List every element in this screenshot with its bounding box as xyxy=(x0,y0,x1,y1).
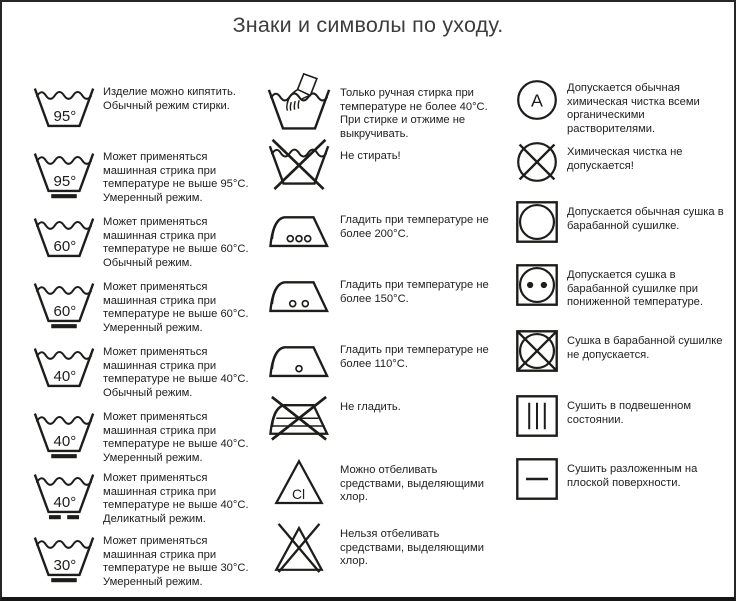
care-item-wash-40-mild xyxy=(31,409,253,465)
care-item-text: Сушка в барабанной сушилке не допускается. xyxy=(567,335,723,361)
iron-3-dots-icon xyxy=(268,212,330,249)
care-item-text: Допускается обычная химическая чистка всеми органическими растворителями. xyxy=(567,82,700,135)
care-item-text: Нельзя отбеливать средствами, выделяющими хлор. xyxy=(340,528,484,568)
care-item-no-iron xyxy=(264,395,498,442)
care-item-hand-wash xyxy=(264,72,498,141)
wash-tub-40-icon xyxy=(33,344,95,395)
tumble-dry-icon xyxy=(515,200,559,244)
svg-text:40°: 40° xyxy=(53,493,77,511)
care-item-text: Не гладить. xyxy=(340,401,401,413)
care-item-no-bleach xyxy=(264,522,498,574)
care-item-text: Химическая чистка не допускается! xyxy=(567,146,683,172)
care-item-wash-60-mild xyxy=(31,279,253,335)
care-item-text: Может применяться машинная стрика при температуре не выше 30°С. Умеренный режим. xyxy=(103,535,249,588)
svg-text:95°: 95° xyxy=(53,172,77,190)
care-item-line-dry xyxy=(513,394,729,438)
care-item-text: Гладить при температуре не более 200°С. xyxy=(340,214,489,240)
care-item-text: Может применяться машинная стрика при температуре не выше 40°С. Обычный режим. xyxy=(103,346,249,399)
flat-dry-icon xyxy=(515,457,559,501)
care-item-no-tumble-dry xyxy=(513,329,729,373)
care-item-wash-40 xyxy=(31,344,253,400)
care-item-text: Допускается обычная сушка в барабанной сушилке. xyxy=(567,206,724,232)
care-item-text: Гладить при температуре не более 110°С. xyxy=(340,344,489,370)
hand-wash-icon xyxy=(267,72,331,134)
svg-text:95°: 95° xyxy=(53,107,77,125)
care-item-flat-dry xyxy=(513,457,729,501)
svg-text:60°: 60° xyxy=(53,237,77,255)
care-item-text: Гладить при температуре не более 150°С. xyxy=(340,279,489,305)
iron-2-dots-icon xyxy=(268,277,330,314)
care-item-tumble-dry-low xyxy=(513,263,729,310)
care-item-no-dryclean xyxy=(513,140,729,184)
iron-1-dot-icon xyxy=(268,342,330,379)
wash-tub-30-underline-icon xyxy=(33,533,95,584)
dryclean-any-solvent-icon xyxy=(515,78,559,122)
care-item-boil-95 xyxy=(31,84,253,135)
wash-tub-40-underline-icon xyxy=(33,409,95,460)
care-item-text: Может применяться машинная стрика при температуре не выше 60°С. Обычный режим. xyxy=(103,216,249,269)
care-item-wash-60 xyxy=(31,214,253,270)
care-item-text: Допускается сушка в барабанной сушилке при пониженной температуре. xyxy=(567,269,704,309)
no-tumble-dry-icon xyxy=(515,329,559,373)
care-item-wash-95-mild xyxy=(31,149,253,205)
care-item-dryclean xyxy=(513,78,729,136)
svg-text:30°: 30° xyxy=(53,556,77,574)
care-item-iron-150 xyxy=(264,277,498,314)
wash-tub-60-underline-icon xyxy=(33,279,95,330)
care-item-text: Может применяться машинная стрика при температуре не выше 60°С. Умеренный режим. xyxy=(103,281,249,334)
no-dryclean-icon xyxy=(515,140,559,184)
care-item-iron-200 xyxy=(264,212,498,249)
care-item-text: Может применяться машинная стрика при температуре не выше 40°С. Умеренный режим. xyxy=(103,411,249,464)
svg-text:60°: 60° xyxy=(53,302,77,320)
care-item-text: Только ручная стирка при температуре не более 40°С. При стирке и отжиме не выкручивать. xyxy=(340,87,488,140)
care-item-text: Может применяться машинная стрика при температуре не выше 95°С. Умеренный режим. xyxy=(103,151,249,204)
care-item-bleach-chlorine xyxy=(264,458,498,506)
care-item-wash-30-mild xyxy=(31,533,253,589)
line-dry-icon xyxy=(515,394,559,438)
care-item-wash-40-delicate xyxy=(31,470,253,526)
svg-text:40°: 40° xyxy=(53,432,77,450)
no-bleach-icon xyxy=(273,522,325,574)
svg-text:Cl: Cl xyxy=(291,485,306,502)
wash-tub-95-underline-icon xyxy=(33,149,95,200)
no-iron-icon xyxy=(268,395,330,442)
care-item-text: Сушить в подвешенном состоянии. xyxy=(567,400,692,426)
care-item-tumble-dry xyxy=(513,200,729,244)
care-item-text: Изделие можно кипятить. Обычный режим стирки. xyxy=(103,86,236,112)
wash-tub-40-double-underline-icon xyxy=(33,470,95,521)
svg-text:A: A xyxy=(531,90,543,111)
wash-tub-60-icon xyxy=(33,214,95,265)
care-item-text: Сушить разложенным на плоской поверхности. xyxy=(567,463,698,489)
page-title: Знаки и символы по уходу. xyxy=(232,13,504,37)
no-wash-icon xyxy=(268,138,330,191)
wash-tub-95-icon xyxy=(33,84,95,135)
tumble-dry-low-icon xyxy=(515,263,559,307)
care-item-text: Можно отбеливать средствами, выделяющими хлор. xyxy=(340,464,484,504)
care-item-no-wash xyxy=(264,138,498,191)
care-item-text: Может применяться машинная стрика при температуре не выше 40°С. Деликатный режим. xyxy=(103,472,249,525)
svg-text:40°: 40° xyxy=(53,367,77,385)
bleach-chlorine-icon xyxy=(273,458,325,506)
care-item-text: Не стирать! xyxy=(340,150,401,162)
care-item-iron-110 xyxy=(264,342,498,379)
